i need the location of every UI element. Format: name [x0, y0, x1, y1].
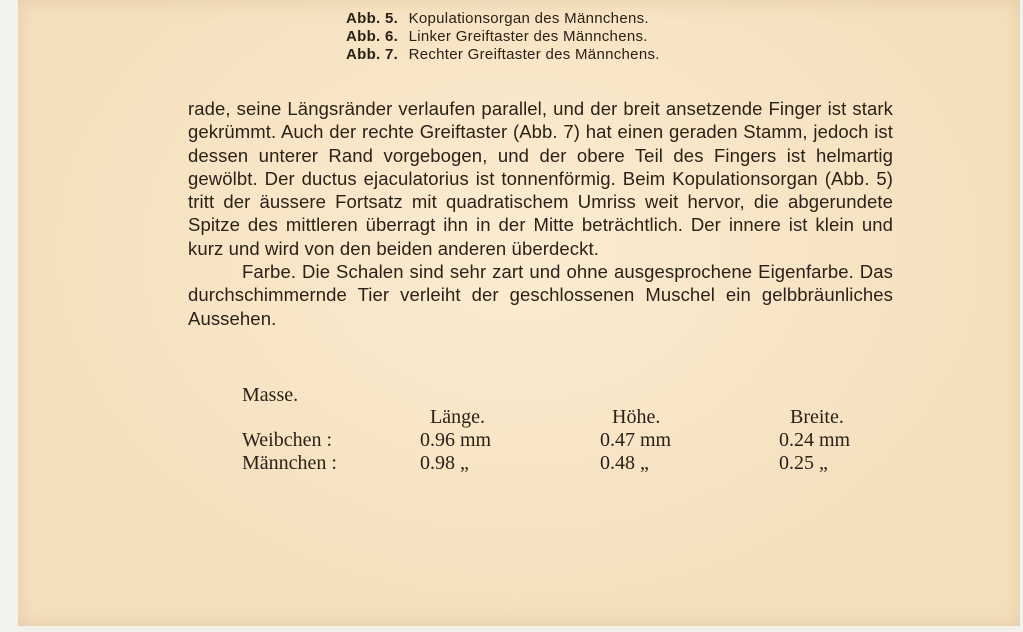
cell-length: 0.98 „: [420, 452, 469, 474]
caption-abb-7: [346, 46, 660, 64]
row-label: Weibchen :: [242, 429, 333, 451]
column-header-height: Höhe.: [612, 406, 661, 428]
caption-text: Kopulationsorgan des Männchens.: [408, 10, 649, 27]
table-row: [242, 452, 902, 475]
row-label: Männchen :: [242, 452, 337, 474]
caption-abb-6: [346, 28, 660, 46]
table-header-row: [242, 406, 902, 429]
column-header-width: Breite.: [790, 406, 844, 428]
paragraph-description: rade, seine Längsränder verlaufen parallel, und der breit ansetzende Finger ist stark gekrümmt. Auch der rechte Greiftaster (Abb. 7) hat einen geraden Stamm, jedoch ist dessen unterer Rand vorgebogen, und der obere Teil des Fingers ist helmartig gewölbt. Der ductus ejaculatorius ist tonnenförmig. Beim Kopulationsorgan (Abb. 5) tritt der äussere Fortsatz mit quadratischem Umriss weit hervor, die abgerundete Spitze des mittleren überragt ihn in der Mitte beträchtlich. Der innere ist klein und kurz und wird von den beiden anderen überdeckt.: [188, 98, 893, 259]
caption-text: Rechter Greiftaster des Männchens.: [408, 46, 660, 63]
cell-height: 0.47 mm: [600, 429, 672, 451]
cell-height: 0.48 „: [600, 452, 649, 474]
measurements-table: [242, 406, 902, 475]
table-row: [242, 429, 902, 452]
cell-width: 0.24 mm: [779, 429, 851, 451]
cell-width: 0.25 „: [779, 452, 828, 474]
body-text: [188, 97, 893, 330]
column-header-length: Länge.: [430, 406, 485, 428]
cell-length: 0.96 mm: [420, 429, 492, 451]
masse-heading: Masse.: [242, 384, 299, 406]
caption-abb-5: [346, 10, 660, 28]
scanned-page: [18, 0, 1020, 626]
caption-number: Abb. 5.: [346, 10, 399, 27]
caption-number: Abb. 6.: [346, 28, 399, 45]
paragraph-farbe: Farbe. Die Schalen sind sehr zart und ohne ausgesprochene Eigenfarbe. Das durchschimmernde Tier verleiht der geschlossenen Muschel ein gelbbräunliches Aussehen.: [188, 261, 893, 329]
caption-text: Linker Greiftaster des Männchens.: [408, 28, 648, 45]
figure-captions: [346, 10, 660, 64]
caption-number: Abb. 7.: [346, 46, 399, 63]
